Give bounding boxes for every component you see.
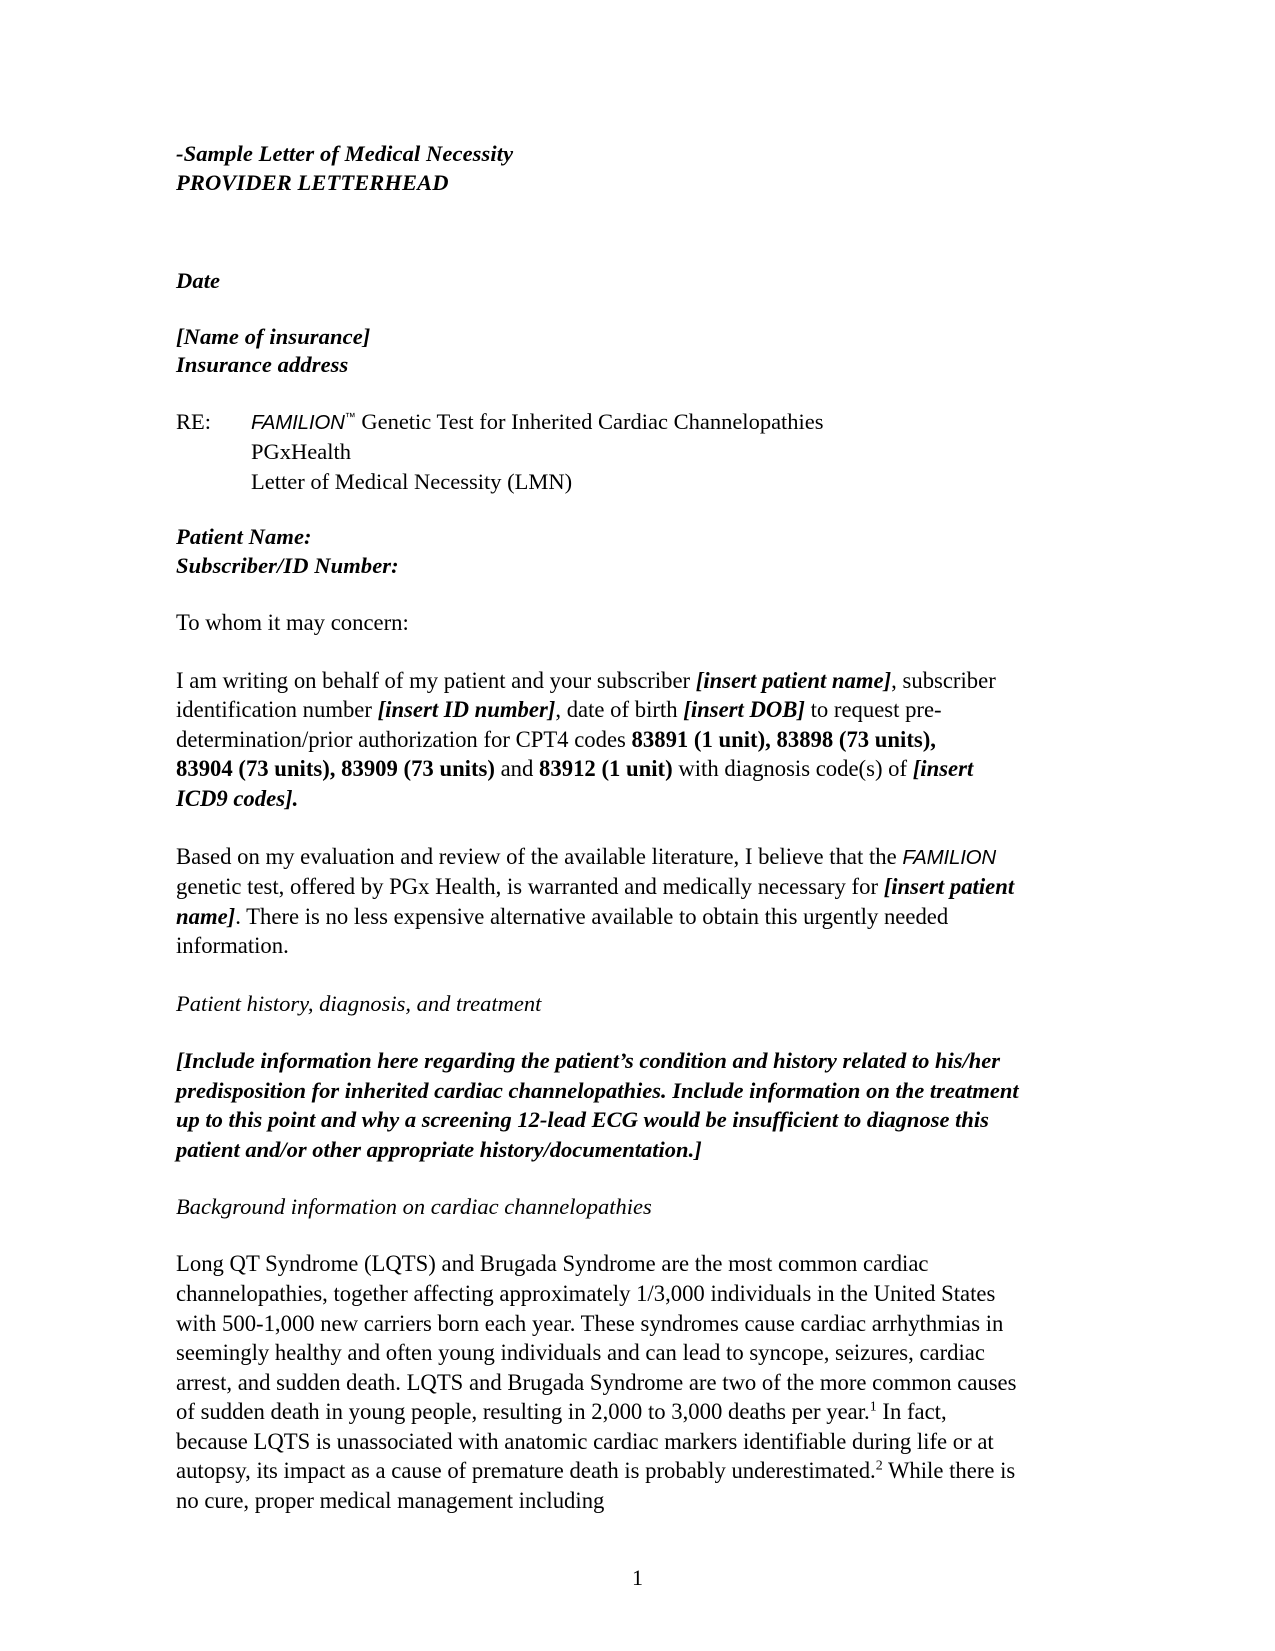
cpt-code-3: 83904 (73 units) [176, 756, 330, 782]
re-subject-line [251, 407, 1021, 438]
par2-part3: . There is no less expensive alternative available to obtain this urgently needed information. [176, 903, 949, 959]
re-label-spacer [176, 467, 251, 497]
spacer [176, 638, 1021, 666]
heading-patient-history: Patient history, diagnosis, and treatment [176, 990, 542, 1016]
spacer [176, 197, 1021, 267]
par1-part5: with diagnosis code(s) of [672, 756, 913, 782]
footnote-marker-1: 1 [869, 1399, 877, 1415]
familion-brand-name: FAMILION [902, 845, 997, 869]
page-number: 1 [632, 1565, 643, 1590]
letterhead-block [176, 140, 1021, 197]
spacer [176, 1164, 1021, 1192]
trademark-icon: ™ [344, 411, 356, 423]
paragraph-background [176, 1249, 1021, 1515]
placeholder-dob: [insert DOB] [683, 697, 805, 723]
paragraph-justification [176, 842, 1021, 961]
spacer [176, 296, 1021, 323]
spacer [176, 1221, 1021, 1249]
salutation: To whom it may concern: [176, 610, 409, 635]
date-label: Date [176, 268, 221, 293]
bracketed-instruction-note: [Include information here regarding the patient’s condition and history related to his/her predisposition for inherited cardiac channelopathies. Include information on the treatment up to this point and why a screening 12-lead ECG would be insufficient to diagnose this patient and/or other appropriate history/documentation.] [176, 1047, 1019, 1162]
cpt-sep-2: , [930, 726, 936, 752]
placeholder-icd9-codes: [insert ICD9 codes]. [176, 756, 974, 811]
cpt-code-5: 83912 (1 unit) [539, 756, 673, 782]
re-subject-rest: Genetic Test for Inherited Cardiac Channelopathies [355, 408, 824, 434]
subscriber-id-label: Subscriber/ID Number: [176, 552, 399, 578]
re-block [176, 407, 1021, 497]
spacer [176, 1018, 1021, 1046]
background-part-3: While there is no cure, proper medical management including [176, 1458, 1016, 1514]
patient-identity-block [176, 523, 1021, 580]
re-row-subject [176, 407, 1021, 438]
background-part-2: In fact, because LQTS is unassociated with anatomic cardiac markers identifiable during life or at autopsy, its impact as a cause of premature death is probably underestimated. [176, 1399, 994, 1484]
re-label: RE: [176, 408, 212, 434]
insurance-address-placeholder: Insurance address [176, 352, 349, 377]
re-doctype-line: Letter of Medical Necessity (LMN) [251, 468, 573, 494]
spacer [176, 961, 1021, 989]
par1-part2: , subscriber identification number [176, 667, 996, 723]
placeholder-patient-name: [insert patient name] [176, 874, 1015, 929]
spacer [176, 814, 1021, 842]
par1-part3: , date of birth [555, 697, 684, 723]
par2-part1: Based on my evaluation and review of the available literature, I believe that the [176, 843, 903, 869]
placeholder-id-number: [insert ID number] [377, 697, 556, 723]
paragraph-request [176, 666, 1021, 814]
re-label-spacer [176, 437, 251, 467]
re-company-line: PGxHealth [251, 439, 351, 464]
re-row-company [176, 437, 1021, 467]
re-row-doctype [176, 467, 1021, 497]
document-title-line-2: PROVIDER LETTERHEAD [176, 169, 449, 195]
par1-part4: to request pre-determination/prior authorization for CPT4 codes [176, 697, 942, 752]
document-body [176, 140, 1021, 1516]
spacer [176, 496, 1021, 523]
cpt-code-2: 83898 (73 units) [776, 726, 931, 752]
insurance-address-block [176, 323, 1021, 380]
par1-part1: I am writing on behalf of my patient and your subscriber [176, 667, 696, 693]
patient-name-label: Patient Name: [176, 524, 312, 549]
spacer [176, 580, 1021, 608]
cpt-sep-1: , [765, 726, 777, 752]
background-part-1: Long QT Syndrome (LQTS) and Brugada Syndrome are the most common cardiac channelopathies, together affecting approximately 1/3,000 individuals in the United States with 500-1,000 new carriers born each year. These syndromes cause cardiac arrhythmias in seemingly healthy and often young individuals and can lead to syncope, seizures, cardiac arrest, and sudden death. LQTS and Brugada Syndrome are two of the more common causes of sudden death in young people, resulting in 2,000 to 3,000 deaths per year. [176, 1251, 1017, 1425]
insurance-name-placeholder: [Name of insurance] [176, 323, 371, 349]
cpt-sep-3: , [329, 756, 342, 782]
placeholder-patient-name: [insert patient name] [695, 667, 892, 693]
cpt-sep-4: and [494, 756, 540, 782]
spacer [176, 380, 1021, 407]
cpt-code-4: 83909 (73 units) [341, 756, 495, 782]
heading-background-information: Background information on cardiac channelopathies [176, 1194, 652, 1220]
familion-brand-name: FAMILION [251, 410, 345, 434]
par2-part2: genetic test, offered by PGx Health, is warranted and medically necessary for [176, 874, 884, 900]
document-title-line-1: -Sample Letter of Medical Necessity [176, 141, 514, 166]
footnote-marker-2: 2 [875, 1458, 883, 1474]
cpt-code-1: 83891 (1 unit) [631, 726, 766, 752]
